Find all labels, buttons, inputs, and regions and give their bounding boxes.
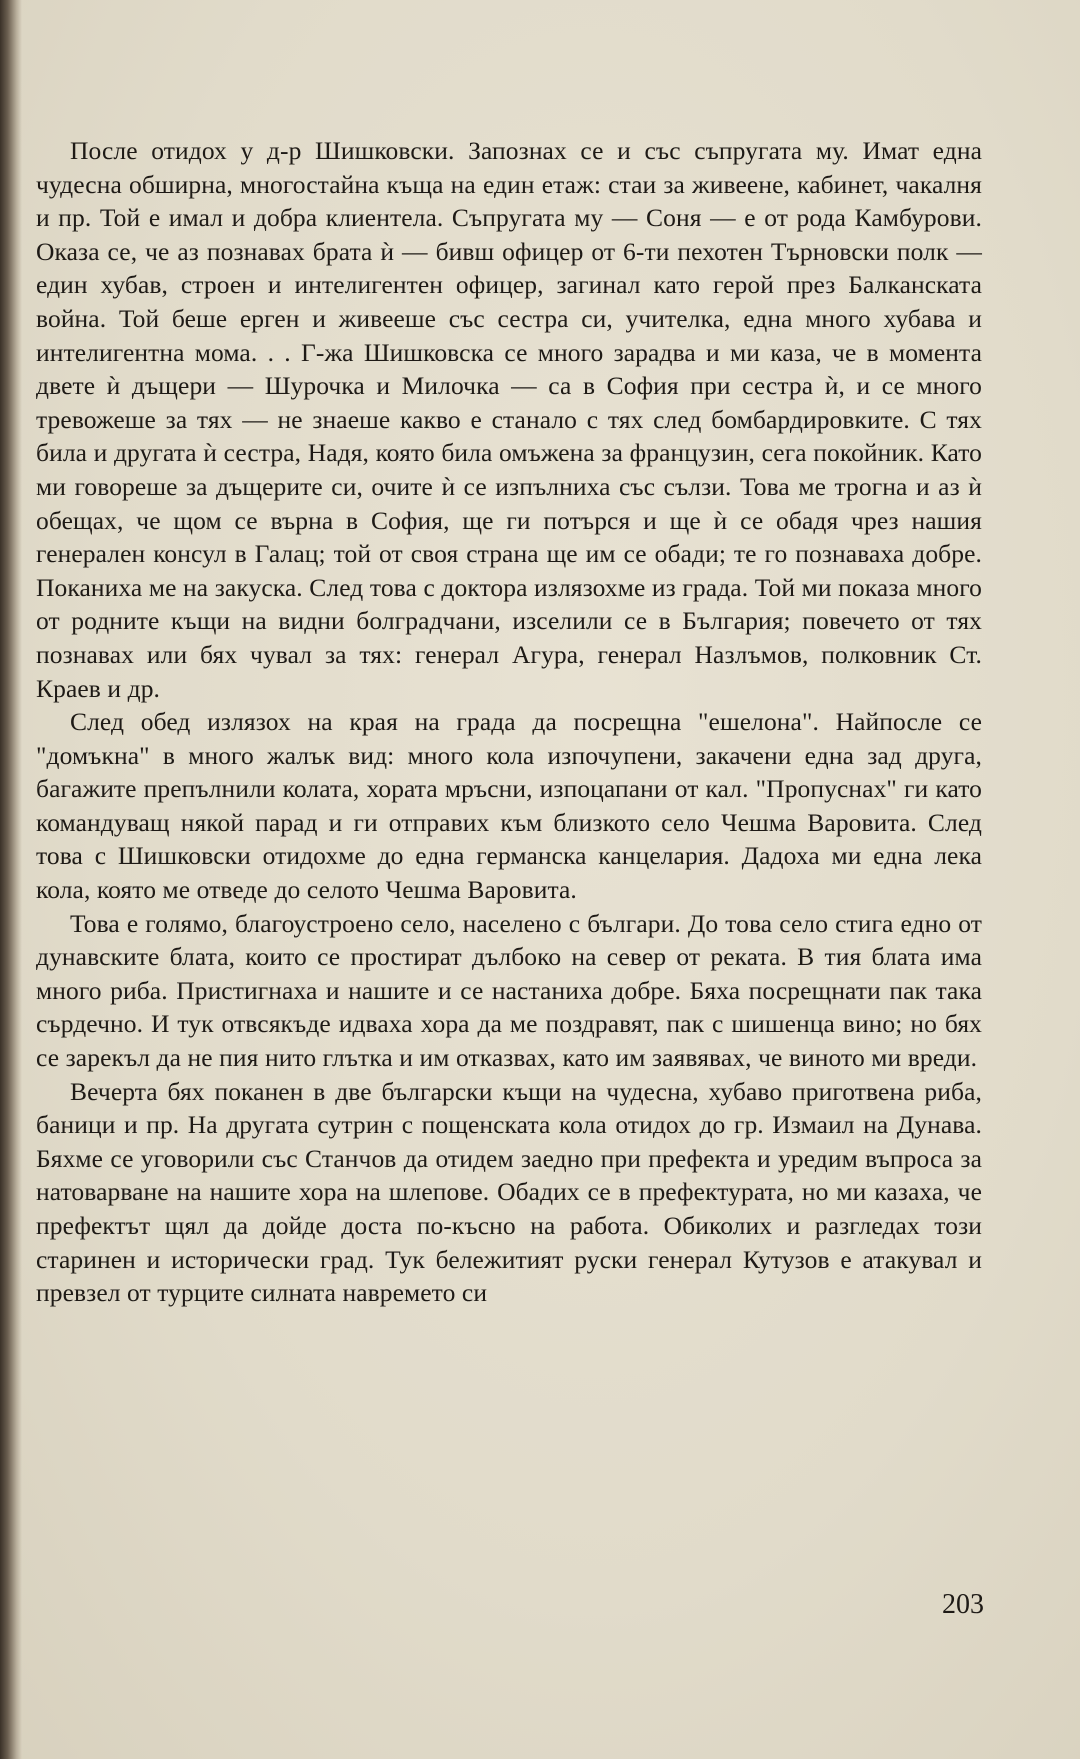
paragraph-4: Вечерта бях поканен в две български къщи на чудесна, хубаво приготвена риба, баници и пр. На другата сутрин с пощенската кола отидох до гр. Измаил на Дунава. Бяхме се уговорили със Станчов да отидем заедно при префекта и уредим въпроса за натоварване на нашите хора на шлепове. Обадих се в префектурата, но ми казаха, че префектът щял да дойде доста по-късно на работа. Обиколих и разгледах този старинен и исторически град. Тук бележитият руски генерал Кутузов е атакувал и превзел от турците силната навремето си: [36, 1076, 982, 1308]
page-number: 203: [942, 1589, 984, 1620]
paragraph-3: Това е голямо, благоустроено село, населено с българи. До това село стига едно от дунавските блата, които се простират дълбоко на север от реката. В тия блата има много риба. Пристигнаха и нашите и се настаниха добре. Бяха посрещнати пак така сърдечно. И тук отвсякъде идваха хора да ме поздравят, пак с шишенца вино; но бях се зарекъл да не пия нито глътка и им отказвах, като им заявявах, че виното ми вреди.: [36, 908, 982, 1073]
body-text: [36, 134, 982, 1310]
spine-shadow: [0, 0, 22, 1759]
paragraph-1: После отидох у д-р Шишковски. Запознах се и със съпругата му. Имат една чудесна обширна, многостайна къща на един етаж: стаи за живеене, кабинет, чакалня и пр. Той е имал и добра клиентела. Съпругата му — Соня — е от рода Камбурови. Оказа се, че аз познавах брата ѝ — бивш офицер от 6-ти пехотен Търновски полк — един хубав, строен и интелигентен офицер, загинал като герой през Балканската война. Той беше ерген и живееше със сестра си, учителка, една много хубава и интелигентна мома. . . Г-жа Шишковска се много зарадва и ми каза, че в момента двете ѝ дъщери — Шурочка и Милочка — са в София при сестра ѝ, и се много тревожеше за тях — не знаеше какво е станало с тях след бомбардировките. С тях била и другата ѝ сестра, Надя, която била омъжена за французин, сега покойник. Като ми говореше за дъщерите си, очите ѝ се изпълниха със сълзи. Това ме трогна и аз ѝ обещах, че щом се върна в София, ще ги потърся и ще ѝ се обадя чрез нашия генерален консул в Галац; той от своя страна ще им се обади; те го познаваха добре. Поканиха ме на закуска. След това с доктора излязохме из града. Той ми показа много от родните къщи на видни болградчани, изселили се в България; повечето от тях познавах или бях чувал за тях: генерал Агура, генерал Назлъмов, полковник Ст. Краев и др.: [36, 136, 982, 703]
paragraph-2: След обед излязох на края на града да посрещна "ешелона". Найпосле се "домъкна" в много жалък вид: много кола изпочупени, закачени една зад друга, багажите препълнили колата, хората мръсни, изпоцапани от кал. "Пропуснах" ги като командуващ някой парад и ги отправих към близкото село Чешма Варовита. След това с Шишковски отидохме до една германска канцелария. Дадоха ми една лека кола, която ме отведе до селото Чешма Варовита.: [36, 707, 982, 905]
